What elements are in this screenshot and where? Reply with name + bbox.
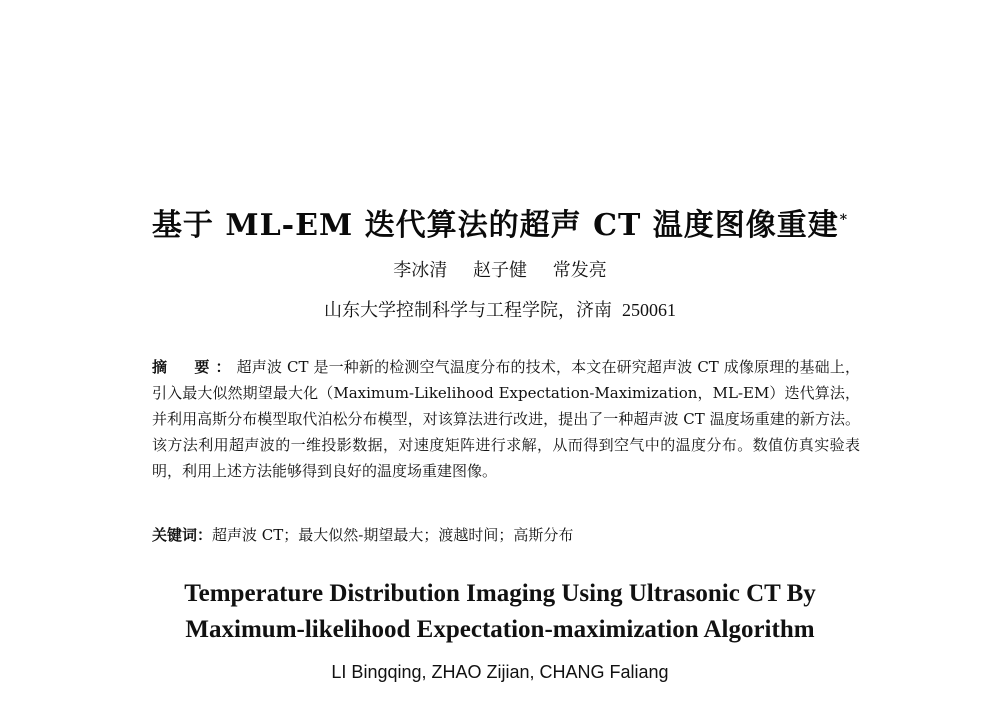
keywords-heading: 关键词： xyxy=(152,526,213,544)
english-title xyxy=(0,576,1000,648)
postcode: 250061 xyxy=(622,300,676,320)
chinese-authors xyxy=(0,256,1000,282)
abstract-text: 超声波 CT 是一种新的检测空气温度分布的技术，本文在研究超声波 CT 成像原理的基础上，引入最大似然期望最大化（Maximum-Likelihood Expectation-Maximization，ML-EM）迭代算法，并利用高斯分布模型取代泊松分布模型，对该算法进行改进，提出了一种超声波 CT 温度场重建的新方法。该方法利用超声波的一维投影数据，对速度矩阵进行求解，从而得到空气中的温度分布。数值仿真实验表明，利用上述方法能够得到良好的温度场重建图像。 xyxy=(152,358,860,480)
english-title-line-2: Maximum-likelihood Expectation-maximization Algorithm xyxy=(185,616,815,643)
author-3: 常发亮 xyxy=(552,260,607,281)
chinese-title-text: 基于 ML-EM 迭代算法的超声 CT 温度图像重建 xyxy=(151,208,839,243)
english-authors: LI Bingqing, ZHAO Zijian, CHANG Faliang xyxy=(331,662,669,682)
keywords xyxy=(152,522,860,548)
title-footnote-mark: * xyxy=(839,212,849,228)
chinese-affiliation xyxy=(0,296,1000,322)
affiliation-text: 山东大学控制科学与工程学院，济南 xyxy=(324,300,612,321)
chinese-title xyxy=(0,200,1000,244)
keywords-text: 超声波 CT；最大似然-期望最大；渡越时间；高斯分布 xyxy=(212,526,574,544)
author-1: 李冰清 xyxy=(393,260,448,281)
abstract-heading: 摘 要： xyxy=(152,358,237,376)
english-title-line-1: Temperature Distribution Imaging Using Ultrasonic CT By xyxy=(184,580,816,607)
abstract xyxy=(152,354,860,484)
author-2: 赵子健 xyxy=(473,260,527,281)
